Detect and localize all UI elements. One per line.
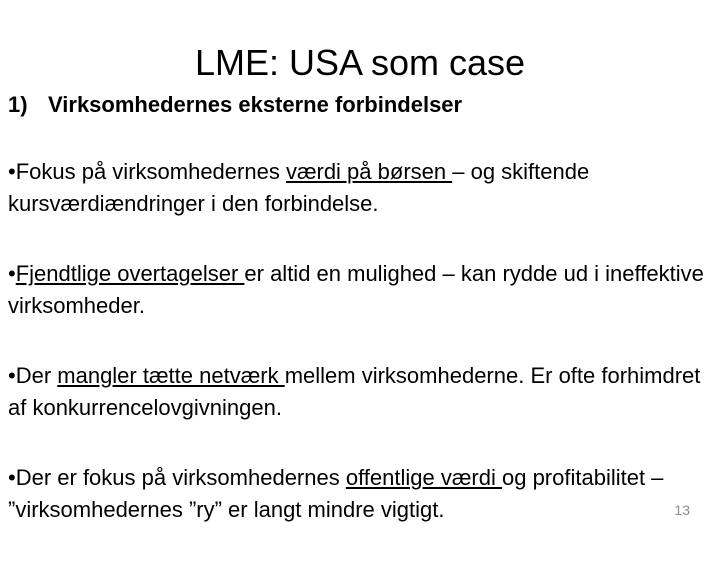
bullet-marker: •	[8, 261, 16, 286]
slide-number: 13	[674, 502, 690, 518]
bullet-text: og profitabilitet – ”virksomhedernes ”ry” er langt mindre vigtigt.	[8, 465, 664, 522]
bullet-item	[8, 258, 712, 322]
bullet-text: – og skiftende kursværdiændringer i den forbindelse.	[8, 159, 590, 216]
bullet-item	[8, 360, 712, 424]
slide-title: LME: USA som case	[194, 42, 526, 84]
subheading-number: 1)	[8, 92, 28, 117]
bullet-item	[8, 156, 712, 220]
bullet-list	[8, 156, 712, 564]
bullet-item	[8, 462, 712, 526]
bullet-underlined-text: Fjendtlige overtagelser	[15, 261, 245, 286]
bullet-text: mellem virksomhederne. Er ofte forhimdret af konkurrencelovgivningen.	[8, 363, 701, 420]
bullet-underlined-text: værdi på børsen	[285, 159, 453, 184]
bullet-text: Fokus på virksomhedernes	[15, 159, 286, 184]
bullet-text: Der er fokus på virksomhedernes	[15, 465, 346, 490]
bullet-text: er altid en mulighed – kan rydde ud i ineffektive virksomheder.	[8, 261, 704, 318]
bullet-underlined-text: offentlige værdi	[345, 465, 502, 490]
subheading	[8, 90, 708, 120]
bullet-marker: •	[8, 159, 16, 184]
bullet-marker: •	[8, 465, 16, 490]
bullet-underlined-text: mangler tætte netværk	[57, 363, 285, 388]
subheading-text: Virksomhedernes eksterne forbindelser	[48, 92, 463, 117]
bullet-marker: •	[8, 363, 16, 388]
bullet-text: Der	[15, 363, 58, 388]
